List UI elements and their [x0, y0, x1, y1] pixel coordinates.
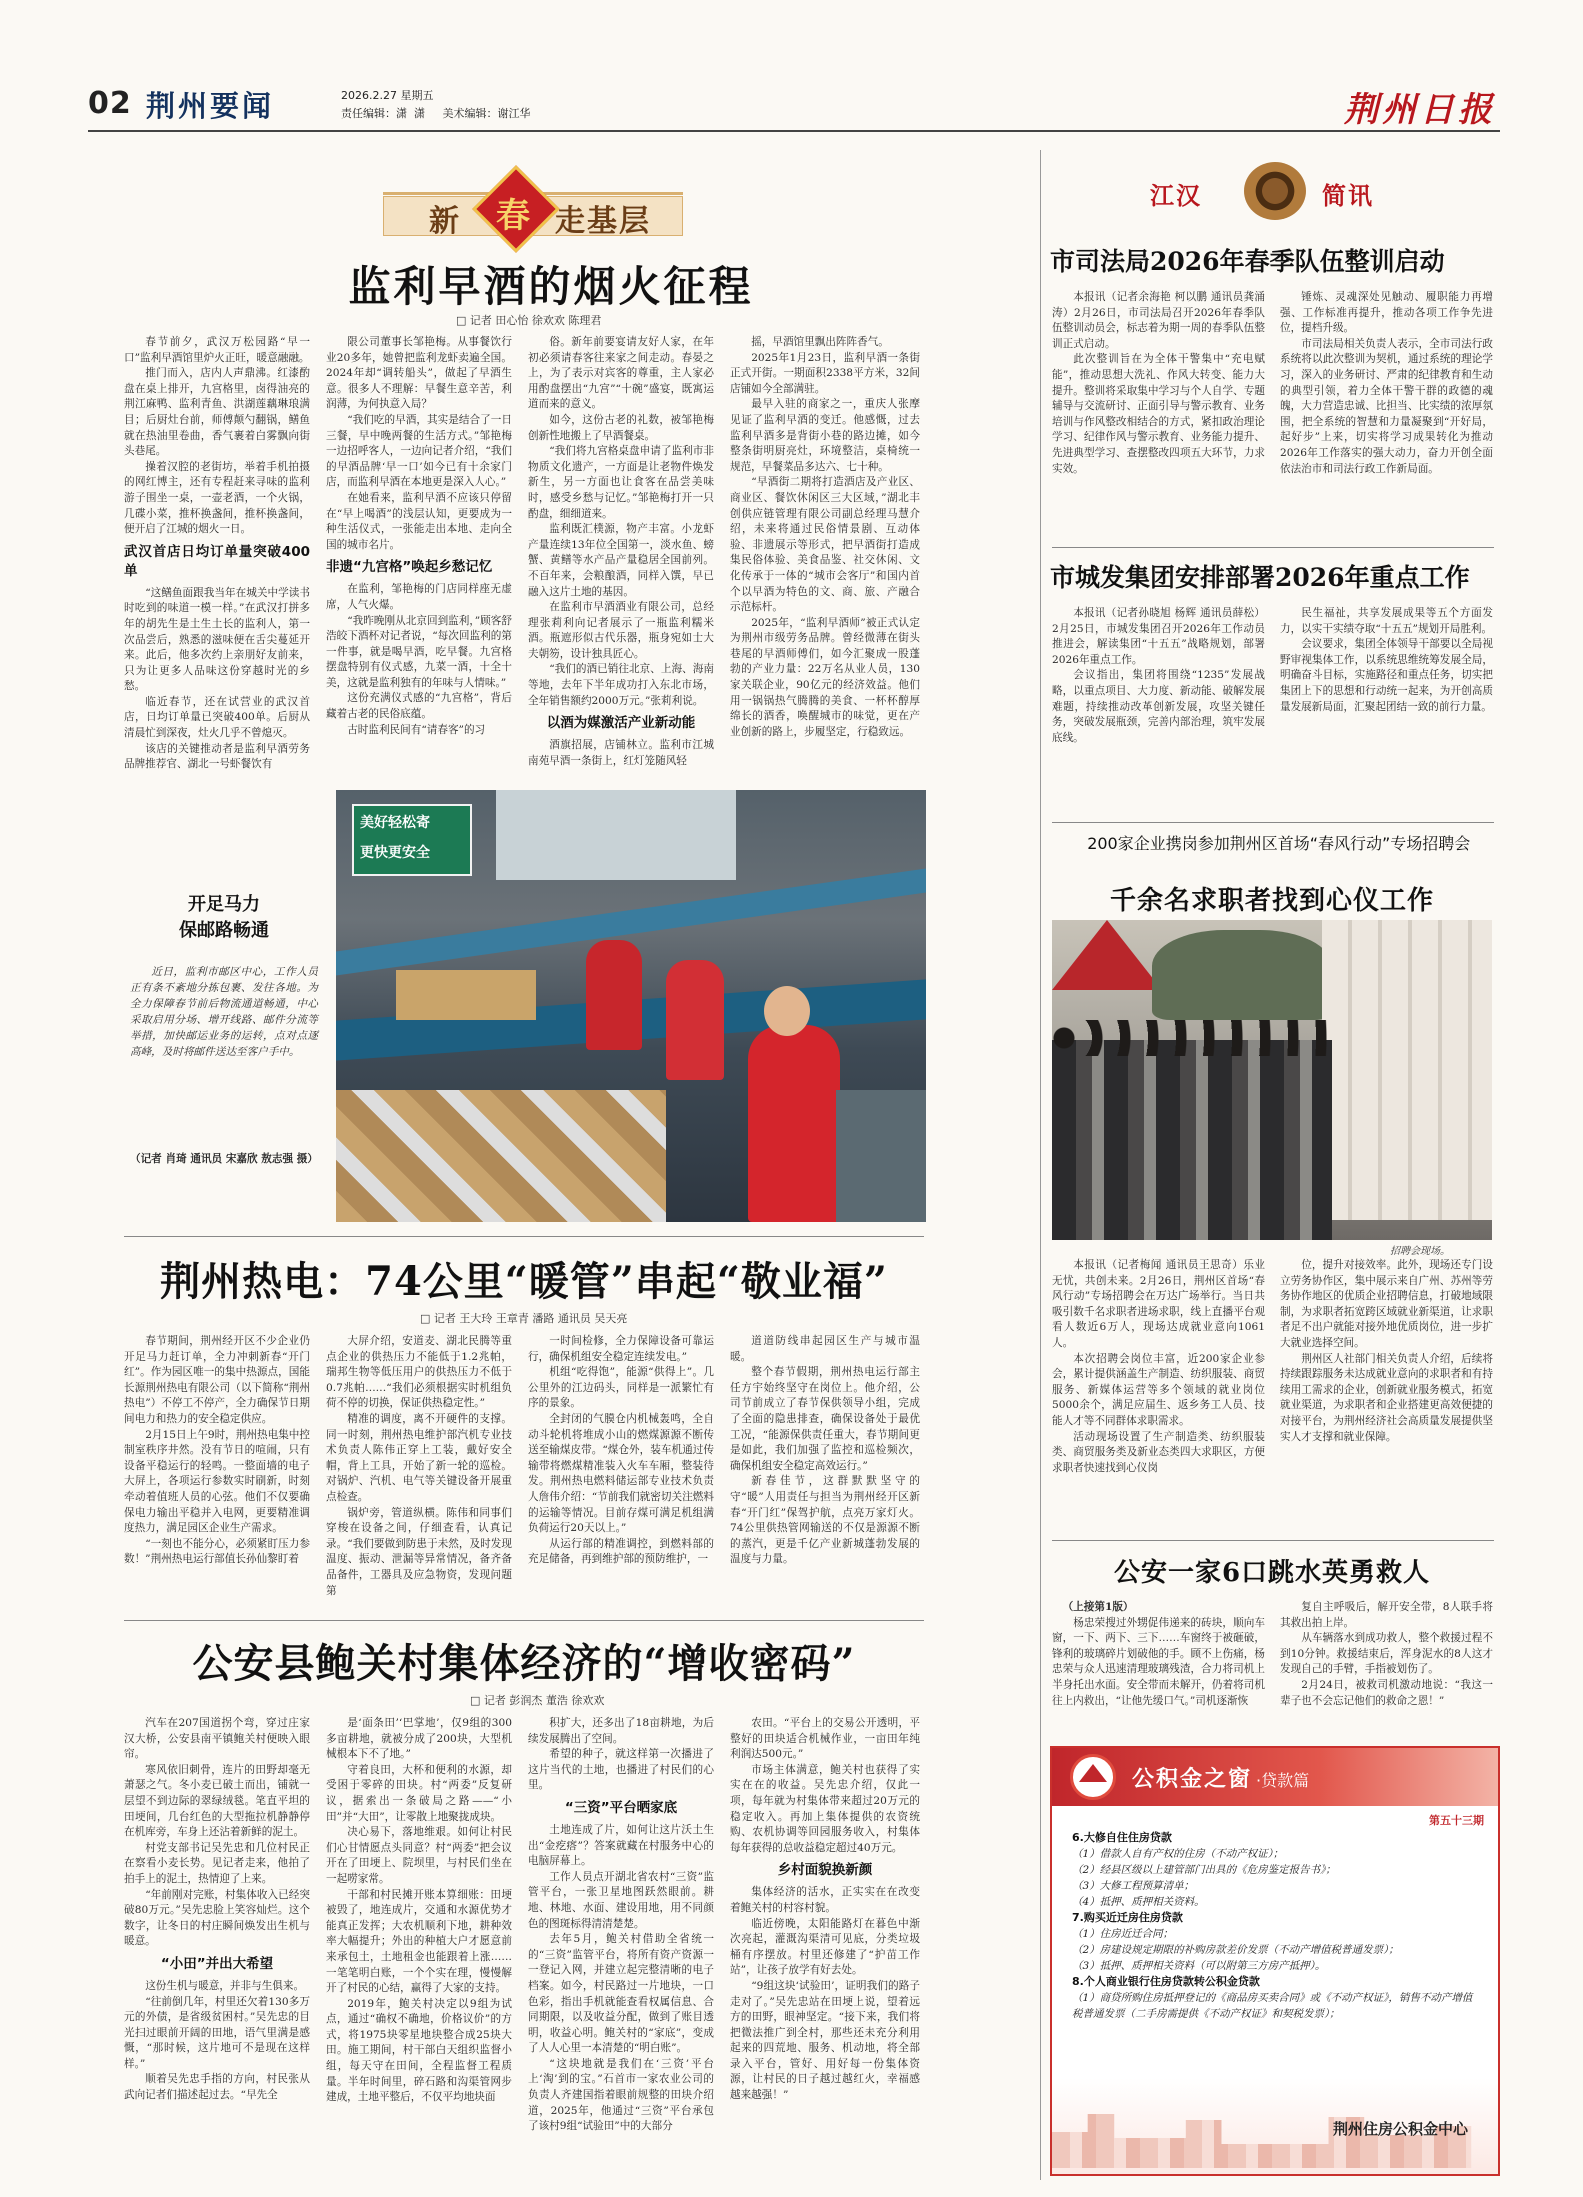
village-col4b-p1: 集体经济的活水，正实实在在改变着鲍关村的村容村貌。 [730, 1886, 920, 1914]
thermal-col-4 [730, 1334, 920, 1612]
thermal-col3-p3: 全封闭的气膜仓内机械轰鸣，全自动斗轮机将堆成小山的燃煤源源不断传送至输煤皮带。“煤仓外，装车机通过传输带将燃煤精准装入火车车厢，整装待发。荆州热电燃料储运部专业技术负责人詹伟介绍：“节前我们就密切关注燃料的运输等情况。目前存煤可满足机组满负荷运行20天以上。” [528, 1412, 714, 1535]
village-headline: 公安县鲍关村集体经济的“增收密码” [192, 1640, 856, 1687]
lead-col2-p2: “我们吃的早酒，其实是结合了一日三餐，早中晚两餐的生活方式。”邹艳梅一边招呼客人，一边向记者介绍，“我们的早酒品牌‘早一口’如今已有十余家门店，而监利早酒在本地更是深入人心。” [326, 413, 512, 489]
thermal-byline: □ 记者 王大玲 王章青 潘路 通讯员 吴天亮 [420, 1312, 628, 1325]
lead-col3b-p1: 酒旗招展，店铺林立。监利市江城南苑早酒一条街上，红灯笼随风轻 [528, 739, 714, 767]
brief-header-left: 江汉 [1150, 181, 1202, 210]
lead-col2-subhead: 非遗“九宫格”唤起乡愁记忆 [326, 559, 493, 576]
photo-tent [1052, 920, 1162, 990]
housing-fund-ad [1050, 1746, 1500, 2176]
masthead [88, 84, 1498, 128]
job-col1-p2: 本次招聘会岗位丰富，近200家企业参会，累计提供涵盖生产制造、纺织服装、商贸服务、新媒体运营等多个领域的就业岗位5000余个，满足应届生、返乡务工人员、技能人才等不同群体求职需求。 [1052, 1352, 1265, 1427]
photo-sign-text-1: 美好轻松寄 [360, 815, 430, 831]
police-top-rule [1052, 1540, 1494, 1541]
sidebar-note [124, 890, 324, 1220]
parcel-sorting-photo [336, 790, 926, 1222]
village-col2-p4: 干部和村民摊开账本算细账：田埂被毁了，地连成片，交通和水源优势才能真正发挥；大农机顺利下地，耕种效率大幅提升；外出的种植大户才愿意前来承包土，土地租金也能跟着上涨……一笔笔明白账，一个个实在理，慢慢解开了村民的心结，赢得了大家的支持。 [326, 1888, 512, 1995]
job-col1-p1: 本报讯（记者梅闻 通讯员王思奇）乐业无忧，共创未来。2月26日，荆州区首场“春风行动”专场招聘会在万达广场举行。当日共吸引数千名求职者进场求职，线上直播平台观看人数近6万人，现场达成就业意向1061人。 [1052, 1259, 1265, 1349]
brief1-col2-p1: 锤炼、灵魂深处见触动、履职能力再增强、工作标准再提升，推动各项工作争先进位，提档升级。 [1280, 291, 1493, 335]
brief1-col2-p2: 市司法局相关负责人表示，全市司法行政系统将以此次整训为契机，通过系统的理论学习，深入的业务研讨、严肃的纪律教育和生动的典型引领，着力全体干警干群的政德的魂魄，大力营造忠诚、比担当、比实绩的浓厚氛围，把全系统的智慧和力量凝聚到“开好局，起好步”上来，切实将学习成果转化为推动2026年工作落实的强大动力，奋力开创全面依法治市和司法行政工作新局面。 [1280, 337, 1493, 475]
ad-item-3: （2）经县区级以上建管部门出具的《危房鉴定报告书》； [1072, 1864, 1336, 1876]
police-col-1 [1052, 1600, 1265, 1730]
job-col2-p2: 荆州区人社部门相关负责人介绍，后续将持续跟踪服务未达成就业意向的求职者和有持续用工需求的企业，创新就业服务模式，拓宽就业渠道，为求职者和企业搭建更高效便捷的对接平台，为荆州经济社会高质量发展提供坚实人才支撑和就业保障。 [1280, 1352, 1493, 1443]
village-col1b-p3: 顺着吴先忠手指的方向，村民张从武向记者们描述起过去。“早先全 [124, 2073, 310, 2102]
ad-item-7: （1）住房近迁合同； [1072, 1928, 1174, 1940]
column-divider [1040, 150, 1041, 2180]
brief1-col1-p1: 本报讯（记者余海艳 柯以鹏 通讯员龚涌涛）2月26日，市司法局召开2026年春季队伍整训动员会，标志着为期一周的春季队伍整训正式启动。 [1052, 291, 1265, 350]
village-byline: □ 记者 彭润杰 董浩 徐欢欢 [470, 1694, 605, 1707]
banner-text-right: 走基层 [555, 204, 651, 239]
thermal-col4-p3: 新春佳节，这群默默坚守的守“暖”人用责任与担当为荆州经开区新春“开门红”保驾护航，点亮万家灯火。74公里供热管网输送的不仅是源源不断的蒸汽，更是千亿产业新城蓬勃发展的温度与力量。 [730, 1475, 920, 1566]
thermal-col2-p3: 锅炉旁，管道纵横。陈伟和同事们穿梭在设备之间，仔细查看，认真记录。“我们要做到防患于未然，及时发现温度、振动、泄漏等异常情况，备齐备品备件，工器具及应急物资，发现问题第 [326, 1506, 512, 1597]
photo-crowd-1 [1052, 1040, 1332, 1240]
newspaper-logo: 荆州日报 [1344, 90, 1496, 130]
photo-trees [1152, 930, 1332, 1020]
village-col1-p4: “年前刚对完账，村集体收入已经突破80万元。”吴先忠脸上笑容灿烂。这个数字，让冬日的村庄瞬间焕发出生机与暖意。 [124, 1888, 310, 1948]
thermal-col4-p2: 整个春节假期，荆州热电运行部主任方宇始终坚守在岗位上。他介绍，公司节前成立了春节保供领导小组，完成了全面的隐患排查，确保设备处于最优工况，“能源保供责任重大，春节期间更是如此，我们加强了监控和巡检频次，确保机组安全稳定高效运行。” [730, 1366, 920, 1472]
village-col1-p2: 寒风依旧刺骨，连片的田野却毫无萧瑟之气。冬小麦已破土而出，铺就一层望不到边际的翠绿绒毯。笔直平坦的田埂间，几台红色的大型拖拉机静静停在机库旁，车身上还沾着新鲜的泥土。 [124, 1763, 310, 1839]
ad-item-11: （1）商贷所购住房抵押登记的《商品房买卖合同》或《不动产权证》，销售不动产增值税普通发票（二手房需提供《不动产权证》和契税发票）； [1072, 1992, 1473, 2020]
lead-col3-p1: 俗。新年前要宴请友好人家，在年初必须请春客往来家之间走动。春晏之上，为了表示对宾客的尊重，主人家必用酌盘摆出“九宫”“十碗”盛宴，既寓运道而来的意义。 [528, 336, 714, 411]
lead-col1-p3: 操着汉腔的老街坊，举着手机拍摄的网红博主，还有专程赶来寻味的监利游子围坐一桌，一壶老酒，一个火锅，几碟小菜，推杯换盏间，推杯换盏间，便开启了江城的烟火一日。 [124, 460, 310, 536]
lead-col1-p2: 推门而入，店内人声鼎沸。红漆酌盘在桌上排开，九宫格里，卤得油亮的荆江麻鸭、监利青鱼、洪湖莲藕琳琅满目；后厨灶台前，师傅颠勺翻锅，鳝鱼就在热油里卷曲，香气裹着白雾飘向街头巷尾。 [124, 367, 310, 458]
lead-col-2 [326, 335, 512, 736]
ad-body [1072, 1830, 1482, 2058]
police-headline: 公安一家6口跳水英勇救人 [1113, 1558, 1431, 1588]
sidebar-note-title-2: 保邮路畅通 [179, 920, 269, 941]
ad-item-5: （4）抵押、质押相关资料。 [1072, 1896, 1205, 1908]
village-col3b-p2: 工作人员点开湖北省农村“三资”监管平台，一张卫星地图跃然眼前。耕地、林地、水面、建设用地，用不同颜色的图斑标得清清楚楚。 [528, 1870, 714, 1930]
brief-header [1150, 162, 1410, 222]
sidebar-note-title-1: 开足马力 [188, 894, 260, 915]
job-col1-p3: 活动现场设置了生产制造类、纺织服装类、商贸服务类及新业态类四大求职区，方便求职者快速找到心仪岗 [1052, 1430, 1265, 1474]
lead-col4-p4: “早酒街二期将打造酒店及产业区、商业区、餐饮休闲区三大区域，”湖北丰创供应链管理有限公司副总经理马慧介绍，未来将通过民俗情景剧、互动体验、非遗展示等形式，把早酒街打造成集民俗体验、美食品鉴、社交休闲、文化传承于一体的“城市会客厅”和国内首个以早酒为特色的文、商、旅、产融合示范标杆。 [730, 476, 920, 614]
brief1-col1-p2: 此次整训旨在为全体干警集中“充电赋能”，推动思想大洗礼、作风大转变、能力大提升。整训将采取集中学习与个人自学、专题辅导与交流研讨、正面引导与警示教育、业务培训与作风整改相结合的方式，紧扣政治理论学习、纪律作风与警示教育、业务能力提升、先进典型学习、查摆整改四项五大环节，力求实效。 [1052, 353, 1265, 475]
village-col2-p1: 是‘面条田’‘巴掌地’，仅9组的300多亩耕地，就被分成了200块，大型机械根本下不了地。” [326, 1717, 512, 1761]
lead-col-1 [124, 335, 310, 771]
village-col4b-p3: “9组这块‘试验田’，证明我们的路子走对了。”吴先忠站在田埂上说，望着远方的田野，眼神坚定。“接下来，我们将把微法推广到全村，那些还未充分利用起来的四荒地、服务、机动地，将全部录入平台，管好、用好每一份集体资源，让村民的日子越过越红火，幸福感越来越强！” [730, 1979, 920, 2102]
village-col4-p1: 农田。“平台上的交易公开透明，平整好的田块适合机械作业，一亩田年纯利润达500元。” [730, 1717, 920, 1761]
photo-crowd-heads [1052, 1020, 1332, 1056]
sidebar-note-text: 近日，监利市邮区中心，工作人员正有条不紊地分拣包裹、发往各地。为全力保障春节前后物流通道畅通，中心采取启用分场、增开线路、邮件分流等举措，加快邮运业务的运转，点对点逐高峰，及时将邮件送达至客户手中。 [130, 966, 318, 1058]
job-fair-photo [1052, 920, 1492, 1240]
brief-header-right: 简讯 [1322, 181, 1374, 210]
ad-item-8: （2）房建设规定期限的补购房款差价发票（不动产增值税普通发票）； [1072, 1944, 1399, 1956]
thermal-col1-p3: “一刻也不能分心，必须紧盯压力参数！”荆州热电运行部值长孙仙黎盯着 [124, 1537, 310, 1566]
lead-col2b-p2: “我昨晚刚从北京回到监利，”顾客舒浩皎下酒杯对记者说，“每次回监利的第一件事，就是喝早酒，吃早餐。九宫格摆盘特别有仪式感，九菜一酒，十全十美，这就是监利独有的年味与人情味。” [326, 614, 512, 689]
village-col4-subhead: 乡村面貌换新颜 [777, 1862, 873, 1879]
job-photo-caption: 招聘会现场。 [1390, 1246, 1450, 1257]
police-col2-p1: 复自主呼吸后，解开安全带，8人联手将其救出拍上岸。 [1280, 1601, 1493, 1629]
brief2-top-rule [1052, 547, 1494, 548]
village-col2-p5: 2019年，鲍关村决定以9组为试点，通过“确权不确地，价格议价”的方式，将1975块零星地块整合成25块大田。施工期间，村干部白天组织监督小组，每天守在田间，全程监督工程质量。半年时间里，碎石路和沟渠管网步建成，土地平整后，不仅平均地块面 [326, 1997, 512, 2104]
job-top-rule [1052, 822, 1494, 823]
village-col3-p2: 希望的种子，就这样第一次播进了这片当代的土地，也播进了村民们的心里。 [528, 1748, 714, 1792]
bronze-emblem-icon [1244, 162, 1306, 220]
lead-col2-p1: 限公司董事长邹艳梅。从事餐饮行业20多年，她曾把监利龙虾卖遍全国。2024年却“调转船头”，做起了早酒生意。很多人不理解：早餐生意辛苦，利润薄，为何执意入局？ [326, 336, 512, 411]
job-col-2 [1280, 1258, 1493, 1548]
ad-title-main: 公积金之窗 [1132, 1767, 1253, 1792]
lead-col3-p6: “我们的酒已销往北京、上海、海南等地，去年下半年成功打入东北市场，全年销售额约2000万元。”张莉利说。 [528, 663, 714, 707]
lead-col3-subhead: 以酒为媒激活产业新动能 [546, 715, 696, 732]
brief2-col2-p1: 民生福祉，共享发展成果等五个方面发力，以实干实绩夺取“十五五”规划开局胜利。 [1280, 607, 1493, 635]
village-top-rule [124, 1620, 924, 1621]
village-col1-p1: 汽车在207国道拐个弯，穿过庄家汉大桥，公安县南平镇鲍关村便映入眼帘。 [124, 1717, 310, 1761]
ad-item-6: 7.购买近迁房住房贷款 [1072, 1911, 1183, 1924]
thermal-col1-p1: 春节期间，荆州经开区不少企业仍开足马力赶订单，全力冲刺新春“开门红”。作为园区唯一的集中热源点，国能长源荆州热电有限公司（以下简称“荆州热电”）不停工不停产，全力确保节日期间电力和热力的安全稳定供应。 [124, 1335, 310, 1425]
ad-item-4: （3）大修工程预算清单； [1072, 1880, 1195, 1892]
page-number: 02 [88, 86, 132, 121]
lead-col2b-p4: 古时监利民间有“请春客”的习 [347, 723, 486, 736]
police-col2-p3: 2月24日，被救司机激动地说：“我这一辈子也不会忘记他们的救命之恩！” [1280, 1678, 1493, 1707]
brief2-col1-p2: 会议指出，集团将围绕“1235”发展战略，以重点项目、大力度、新动能、破解发展难题，持续推动改革创新发展，攻坚关键任务，突破发展瓶颈，完善内部治理，筑牢发展底线。 [1052, 669, 1265, 744]
ad-item-1: 6.大修自住住房贷款 [1072, 1831, 1172, 1844]
lead-col-4 [730, 335, 920, 738]
brief1-col-2 [1280, 290, 1493, 560]
ad-item-9: （3）抵押、质押相关资料（可以附第三方房产抵押）。 [1072, 1960, 1326, 1972]
village-col1b-p1: 这份生机与暖意，并非与生俱来。 [145, 1979, 305, 1992]
thermal-col1-p2: 2月15日上午9时，荆州热电集中控制室秩序井然。没有节日的喧闹，只有设备平稳运行的轻鸣。一整面墙的电子大屏上，各项运行参数实时刷新，时刻牵动着值班人员的心弦。他们不仅要确保电力输出平稳并入电网，更要精准调度热力，满足园区企业生产需求。 [124, 1428, 310, 1535]
photo-worker-2 [666, 960, 724, 1080]
column-banner [383, 168, 683, 240]
brief2-headline: 市城发集团安排部署2026年重点工作 [1050, 563, 1470, 592]
lead-col1-p1: 春节前夕，武汉万松园路“早一口”监利早酒馆里炉火正旺，暖意融融。 [124, 336, 310, 364]
village-col-4 [730, 1716, 920, 2176]
photo-parcels-3 [836, 1090, 926, 1222]
brief2-col1-p1: 本报讯（记者孙晓旭 杨辉 通讯员薛松）2月25日，市城发集团召开2026年工作动员推进会，解读集团“十五五”战略规划，部署2026年重点工作。 [1052, 607, 1265, 666]
photo-worker-3 [748, 1025, 840, 1222]
thermal-top-rule [124, 1236, 924, 1237]
police-col1-p1: （上接第1版） [1062, 1601, 1134, 1613]
thermal-col4-p1: 道道防线串起园区生产与城市温暖。 [730, 1335, 920, 1363]
lead-byline: □ 记者 田心怡 徐欢欢 陈理君 [456, 314, 602, 327]
banner-text-left: 新 [429, 204, 459, 239]
banner-text-mid: 春 [496, 196, 530, 236]
village-col2-p2: 守着良田，大杯和便利的水源，却受困于零碎的田块。村“两委”反复研议，据索出一条破局之路——“小田”并“大田”，让零散上地聚拢成块。 [326, 1763, 512, 1823]
lead-col4-p2: 2025年1月23日，监利早酒一条街正式开街。一期面积2338平方米，32间店铺如今全部满驻。 [730, 351, 920, 395]
lead-col3-p5: 在监利市早酒酒业有限公司，总经理张莉利向记者展示了一瓶监利糯米酒。瓶遮形似古代乐器，瓶身宛如士大夫朝笏，设计独具匠心。 [528, 601, 714, 660]
village-col4-p2: 市场主体满意，鲍关村也获得了实实在在的收益。吴先忠介绍，仅此一项，每年就为村集体带来超过20万元的稳定收入。再加上集体提供的农资统购、农机协调等回园服务收入，村集体每年获得的总收益稳定超过40万元。 [730, 1763, 920, 1854]
sidebar-note-credit: （记者 肖琦 通讯员 宋嘉欣 敖志强 摄） [130, 1153, 318, 1165]
thermal-col3-p1: 一时间检修，全力保障设备可靠运行，确保机组安全稳定连续发电。” [528, 1335, 714, 1363]
masthead-rule [88, 130, 1500, 132]
village-col-3 [528, 1716, 714, 2176]
thermal-headline: 荆州热电：74公里“暖管”串起“敬业福” [160, 1258, 888, 1305]
village-col2-p3: 决心易下，落地维艰。如何让村民们心甘情愿点头同意？村“两委”把会议开在了田埂上、院坝里，与村民们坐在一起唠家常。 [326, 1826, 512, 1885]
thermal-col-3 [528, 1334, 714, 1612]
lead-col2b-p3: 这份充满仪式感的“九宫格”，背后藏着古老的民俗底蕴。 [326, 692, 512, 721]
village-col1-subhead: “小田”并出大希望 [160, 1955, 274, 1972]
thermal-col-2 [326, 1334, 512, 1612]
brief2-col-2 [1280, 606, 1493, 776]
brief1-headline: 市司法局2026年春季队伍整训启动 [1050, 247, 1445, 276]
job-kicker: 200家企业携岗参加荆州区首场“春风行动”专场招聘会 [1087, 834, 1471, 853]
thermal-col-1 [124, 1334, 310, 1612]
lead-col3-p3: “我们将九宫格桌盘申请了监利市非物质文化遗产，一方面是让老物件焕发新生，另一方面也让食客在品尝美味时，感受乡愁与记忆。”邹艳梅打开一只酌盘，细细道来。 [528, 445, 714, 520]
brief1-col-1 [1052, 290, 1265, 560]
photo-window [496, 790, 736, 880]
issue-date: 2026.2.27 星期五 [341, 89, 434, 102]
photo-worker-face [764, 986, 810, 1036]
job-headline: 千余名求职者找到心仪工作 [1109, 886, 1434, 916]
thermal-col2-p1: 大屏介绍，安道麦、湖北民腾等重点企业的供热压力不能低于1.2兆帕，瑞邦生物等低压用户的供热压力不低于0.7兆帕……“我们必须根据实时机组负荷不停的切换，保证供热稳定性。” [326, 1335, 512, 1410]
lead-col-3 [528, 335, 714, 767]
village-col3b-p4: “这块地就是我们在‘三资’平台上‘淘’到的宝。”石首市一家农业公司的负责人齐建国指着眼前规整的田块介绍道，2025年，他通过“三资”平台承包了该村9组“试验田”中的大部分 [528, 2057, 714, 2133]
police-col2-p2: 从车辆落水到成功救人，整个救援过程不到10分钟。救援结束后，浑身泥水的8人这才发现自己的手臂，手指被划伤了。 [1280, 1632, 1493, 1676]
photo-worker-1 [586, 940, 642, 1050]
lead-col3-p4: 监利既汇樸源，物产丰富。小龙虾产量连续13年位全国第一，淡水鱼、螃蟹、黄鳝等水产品产量稳居全国前列。不百年来，会粮酿酒，同样入馔，早已融入这片土地的基因。 [528, 523, 714, 598]
village-col4b-p2: 临近傍晚，太阳能路灯在暮色中渐次亮起，灌溉沟渠清可见底，分类垃圾桶有序摆放。村里还修建了“护苗工作站”，让孩子放学有好去处。 [730, 1917, 920, 1977]
lead-col4-p3: 最早入驻的商家之一，重庆人张摩见证了监利早酒的变迁。他感慨，过去监利早酒多是背街小巷的路边摊，如今整条街明厨亮灶，环境整洁，桌椅统一规范，早餐菜品多达六、七十种。 [730, 398, 920, 473]
editors-line: 责任编辑：潇 潇 美术编辑：谢江华 [341, 107, 531, 120]
ad-title-sub: ·贷款篇 [1256, 1771, 1310, 1790]
lead-col4-p5: 2025年，“监利早酒师”被正式认定为荆州市级劳务品牌。曾经微薄在街头巷尾的早酒师傅们，如今汇聚成一股蓬勃的产业力量：22万名从业人员，130家关联企业，90亿元的经济效益。他们用一锅锅热气腾腾的美食、一杯杯醇厚绵长的酒香，唤醒城市的味觉，更在产业创新的路上，步履坚定，行稳致远。 [730, 616, 920, 738]
brief2-col2-p2: 会议要求，集团全体领导干部要以全局视野审视集体工作，以系统思维统筹发展全局，明确奋斗目标，实施路径和重点任务，切实把集团上下的思想和行动统一起来，为开创高质量发展新局面，汇聚起团结一致的前行力量。 [1280, 638, 1493, 713]
job-col2-p1: 位，提升对接效率。此外，现场还专门设立劳务协作区，集中展示来自广州、苏州等劳务协作地区的优质企业招聘信息，打破地域限制，为求职者拓宽跨区域就业新渠道，让求职者足不出户就能对接外地优质岗位，进一步扩大就业选择空间。 [1280, 1259, 1493, 1349]
ad-item-2: （1）借款人自有产权的住房（不动产权证）； [1072, 1848, 1284, 1860]
lead-col1-subhead: 武汉首店日均订单量突破400单 [124, 543, 310, 579]
section-title: 荆州要闻 [146, 89, 275, 123]
thermal-col3-p4: 从运行部的精准调控，到燃料部的充足储备，再到维护部的预防维护，一 [528, 1537, 714, 1566]
village-col-2 [326, 1716, 512, 2176]
village-col1b-p2: “往前倒几年，村里还欠着130多万元的外债，是省级贫困村。”吴先忠的目光扫过眼前开阔的田地，语气里满是感慨，“那时候，这片地可不是现在这样样。” [124, 1995, 310, 2070]
ad-issue: 第五十三期 [1429, 1814, 1484, 1827]
brief2-col-1 [1052, 606, 1265, 776]
photo-job-boards [1322, 920, 1492, 1220]
police-col-2 [1280, 1600, 1493, 1730]
lead-col1b-p2: 临近春节，还在试营业的武汉首店，日均订单量已突破400单。后厨从清晨忙到深夜，灶火几乎不曾熄灭。 [124, 695, 310, 740]
photo-sign-text-2: 更快更安全 [360, 845, 430, 861]
photo-parcels-1 [396, 970, 536, 1020]
lead-col2b-p1: 在监利，邹艳梅的门店同样座无虚席，人气火爆。 [326, 583, 512, 611]
village-col3b-p1: 土地连成了片，如何让这片沃土生出“金疙瘩”？答案就藏在村服务中心的电脑屏幕上。 [528, 1823, 714, 1868]
village-col3b-p3: 去年5月，鲍关村借助全省统一的“三资”监管平台，将所有资产资源一一登记入网，并建立起完整清晰的电子档案。如今，村民路过一片地块，一口色彩，指出手机就能查看权属信息、合同期限，以及收益分配，做到了账目透明，收益心明。鲍关村的“家底”，变成了人人心里一本清楚的“明白账”。 [528, 1933, 714, 2055]
job-col-1 [1052, 1258, 1265, 1548]
lead-col4-p1: 摇，早酒馆里飘出阵阵香气。 [751, 336, 889, 348]
village-col1-p3: 村党支部书记吴先忠和几位村民正在察看小麦长势。见记者走来，他拍了拍手上的泥土，热情迎了上来。 [124, 1841, 310, 1885]
village-col3-subhead: “三资”平台晒家底 [564, 1799, 678, 1816]
ad-item-10: 8.个人商业银行住房贷款转公积金贷款 [1072, 1975, 1260, 1988]
lead-col2-p3: 在她看来，监利早酒不应该只停留在“早上喝酒”的浅层认知，更要成为一种生活仪式，一张能走出本地、走向全国的城市名片。 [326, 491, 512, 551]
village-col3-p1: 积扩大，还多出了18亩耕地，为后续发展腾出了空间。 [528, 1717, 714, 1745]
photo-parcels-2 [336, 1090, 666, 1222]
lead-col3-p2: 如今，这份古老的礼数，被邹艳梅创新性地搬上了早酒餐桌。 [528, 413, 714, 442]
thermal-col2-p2: 精准的调度，离不开硬件的支撑。同一时刻，荆州热电维护部汽机专业技术负责人陈伟正穿上工装，戴好安全帽，背上工具，开始了新一轮的巡检。对锅炉、汽机、电气等关键设备开展重点检查。 [326, 1412, 512, 1503]
police-col1-p2: 杨忠荣搜过外甥促伟递来的砖块，顺向车窗，一下、两下、三下……车窗终于被砸破，锋利的玻璃碎片划破他的手。顾不上伤痛，杨忠荣与众人迅速清理玻璃残渣，合力将司机上半身托出水面。安全带而未解开，仍着将司机往上内救出，“让他先缓口气。”司机逐渐恢 [1052, 1616, 1265, 1707]
lead-col1b-p1: “这鳝鱼面跟我当年在城关中学读书时吃到的味道一模一样。”在武汉打拼多年的胡先生是土生土长的监利人，第一次品尝后，熟悉的滋味便在舌尖蔓延开来。此后，他多次约上亲朋好友前来，只为让更多人品味这份穿越时光的乡愁。 [124, 586, 310, 693]
lead-headline: 监利早酒的烟火征程 [348, 262, 754, 311]
village-col-1 [124, 1716, 310, 2176]
ad-footer-text: 荆州住房公积金中心 [1332, 2120, 1468, 2138]
thermal-col3-p2: 机组“吃得饱”，能源“供得上”。几公里外的江边码头，同样是一派繁忙有序的景象。 [528, 1366, 714, 1410]
lead-col1b-p3: 该店的关键推动者是监利早酒劳务品牌推荐官、湖北一号虾餐饮有 [124, 742, 310, 771]
